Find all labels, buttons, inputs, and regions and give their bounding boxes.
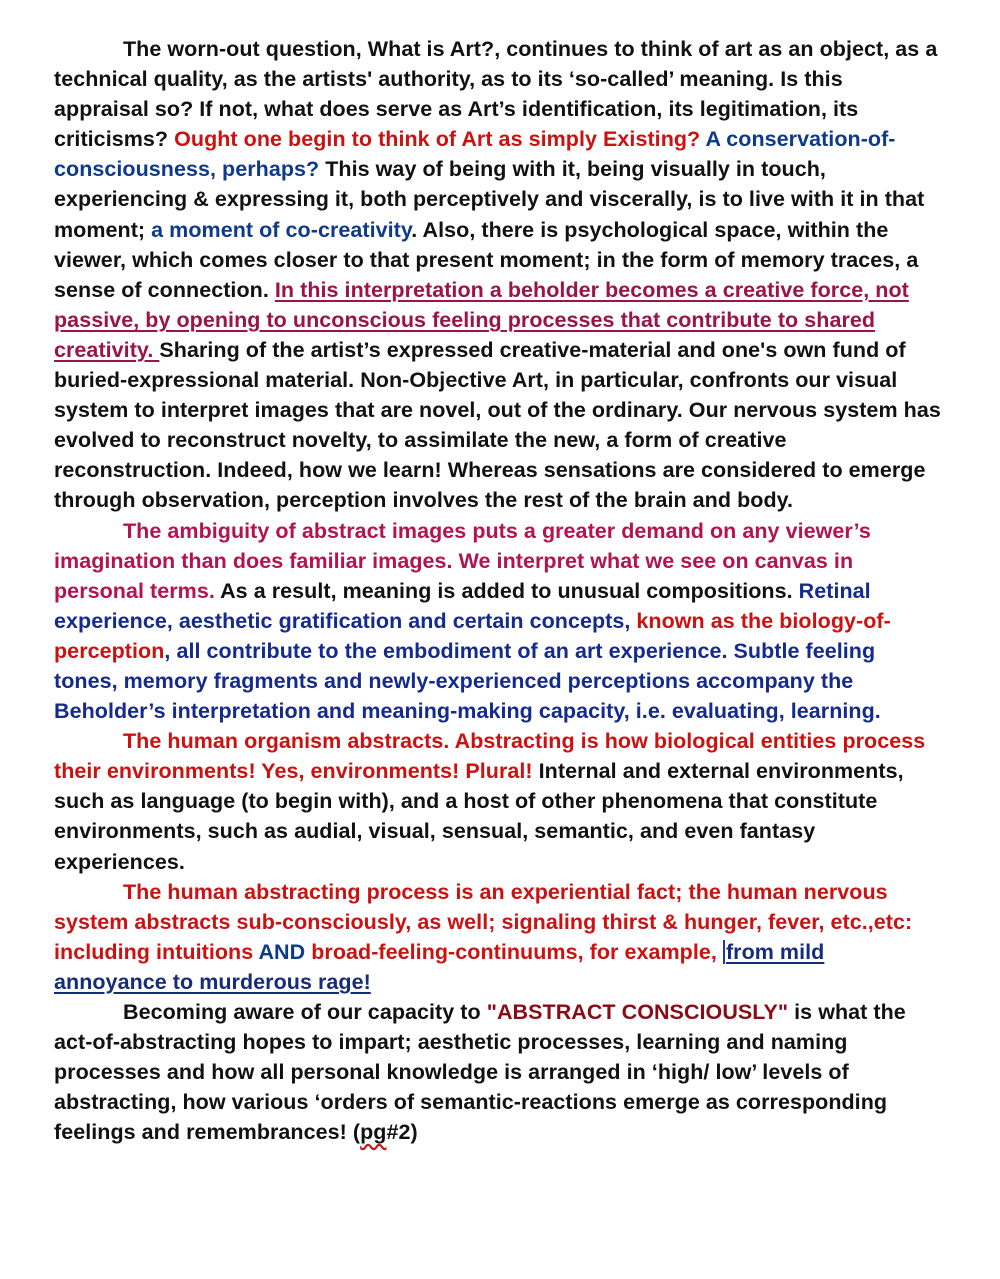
highlight-blue: AND	[258, 939, 306, 964]
document-page	[54, 34, 942, 1147]
highlight-red: The human abstracting process is an experiential fact; the human nervous system abstracts sub-consciously, as well; signaling thirst & hunger, fever, etc.,etc: including intuitions	[54, 879, 913, 964]
spellcheck-flagged-word: pg	[360, 1120, 387, 1145]
underlined-magenta-passage: In this interpretation a beholder becomes a creative force, not passive, by opening to unconscious feeling processes that contribute to shared creativity.	[54, 277, 909, 362]
text-run: . Also, there is psychological space, within the viewer, which comes closer to that present moment; in the form of memory traces, a sense of connection.	[54, 217, 919, 302]
text-cursor	[723, 940, 725, 964]
text-run: As a result, meaning is added to unusual compositions.	[214, 578, 799, 603]
highlight-blue: A conservation-of-consciousness, perhaps?	[54, 127, 896, 182]
paragraph-what-is-art	[54, 34, 942, 516]
highlight-red: The human organism abstracts. Abstracting is how biological entities process their environments! Yes, environments! Plural!	[54, 729, 926, 784]
text-run: The worn-out question, What is Art?, continues to think of art as an object, as a technical quality, as the artists' authority, as to its ‘so-called’ meaning. Is this appraisal so? If not, what does serve as Art’s identification, its legitimation, its criticisms?	[54, 37, 938, 152]
paragraph-abstract-consciously	[54, 997, 942, 1147]
highlight-navy: , all contribute to the embodiment of an art experience. Subtle feeling tones, memory fragments and newly-experienced perceptions accompany the Beholder’s interpretation and meaning-making capacity, i.e. evaluating, learning.	[54, 638, 881, 724]
underlined-navy-passage: from mild annoyance to murderous rage!	[54, 939, 825, 994]
highlight-magenta: The ambiguity of abstract images puts a greater demand on any viewer’s imagination than does familiar images. We interpret what we see on canvas in personal terms.	[54, 518, 871, 603]
highlight-blue: a moment of co-creativity	[151, 217, 412, 242]
highlight-navy: Retinal experience, aesthetic gratification and certain concepts,	[54, 578, 871, 633]
text-run: is what the act-of-abstracting hopes to impart; aesthetic processes, learning and naming processes and how all personal knowledge is arranged in ‘high/ low’ levels of abstracting, how various ‘orders of semantic-reactions emerge as corresponding feelings and remembrances! (	[54, 1000, 906, 1145]
text-run: This way of being with it, being visually in touch, experiencing & expressing it, both perceptively and viscerally, is to live with it in that moment;	[54, 157, 925, 242]
paragraph-organism-abstracts	[54, 726, 942, 876]
text-run: Internal and external environments, such as language (to begin with), and a host of other phenomena that constitute environments, such as audial, visual, sensual, semantic, and even fantasy experiences.	[54, 759, 904, 874]
text-run: Becoming aware of our capacity to	[123, 1000, 487, 1024]
paragraph-abstracting-process	[54, 877, 942, 997]
highlight-red: broad-feeling-continuums, for example,	[305, 939, 723, 964]
highlight-dark-red: "ABSTRACT CONSCIOUSLY"	[486, 1000, 789, 1024]
highlight-red: known as the biology-of-perception	[54, 608, 891, 663]
paragraph-ambiguity	[54, 516, 942, 727]
highlight-red: Ought one begin to think of Art as simply Existing?	[174, 127, 701, 152]
text-run: Sharing of the artist’s expressed creative-material and one's own fund of buried-expressional material. Non-Objective Art, in particular, confronts our visual system to interpret images that are novel, out of the ordinary. Our nervous system has evolved to reconstruct novelty, to assimilate the new, a form of creative reconstruction. Indeed, how we learn! Whereas sensations are considered to emerge through observation, perception involves the rest of the brain and body.	[54, 337, 941, 513]
page-number-text: #2)	[386, 1120, 418, 1145]
